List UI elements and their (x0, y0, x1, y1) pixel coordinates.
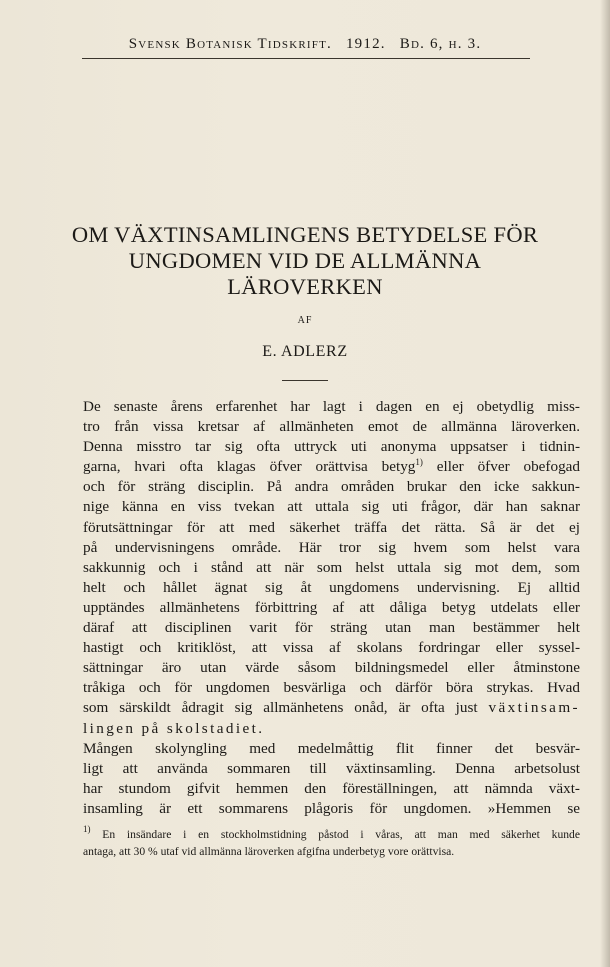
text-line: nige känna en viss tvekan att uttala sig uti frågor, där han saknar (83, 498, 580, 516)
journal-volume: Bd. 6, h. 3. (399, 36, 482, 52)
footnote-marker: 1) (83, 824, 91, 834)
text-line: sättningar äro utan värde såsom bildningsmedel eller åtminstone (83, 659, 580, 677)
emphasis: lingen på skolstadiet (83, 719, 259, 737)
text-line: Denna misstro tar sig ofta uttryck uti anonyma uppsatser i tidnin- (83, 438, 580, 456)
journal-name: Svensk Botanisk Tidskrift. (128, 36, 332, 52)
byline-af: AF (297, 315, 313, 326)
text-line: som särskildt ådragit sig allmänhetens onåd, är ofta just växtinsam- (83, 699, 580, 717)
title-line: UNGDOMEN VID DE ALLMÄNNA (128, 248, 482, 273)
emphasis: växtinsam- (488, 699, 580, 717)
article-title (60, 222, 550, 300)
footnote-ref: 1) (415, 457, 423, 468)
text-line: ligt att använda sommaren till växtinsamling. Denna arbetsolust (83, 759, 580, 777)
running-head (80, 36, 530, 53)
text-line: insamling är ett sommarens plågoris för ungdomen. »Hemmen se (83, 799, 580, 817)
text-line: tro från vissa kretsar af allmänheten emot de allmänna läroverken. (83, 418, 580, 436)
text-line: sakkunnig och i stånd att när som helst uttala sig mot dem, som (83, 558, 580, 576)
text-line: lingen på skolstadiet. (83, 719, 263, 737)
text-line: på undervisningens område. Här tror sig hvem som helst vara (83, 538, 580, 556)
title-line: LÄROVERKEN (227, 274, 383, 299)
text-line: förutsättningar för att med säkerhet träffa det rätta. Så är det ej (83, 518, 580, 536)
page-edge-shadow (600, 0, 610, 967)
footnote (83, 826, 580, 860)
author-name: E. ADLERZ (262, 343, 348, 360)
footnote-line: antaga, att 30 % utaf vid allmänna läroverken afgifna underbetyg vore orättvisa. (83, 845, 455, 858)
text-line: upptändes allmänhetens förbittring af att dåliga betyg utdelats eller (83, 598, 580, 616)
title-line: OM VÄXTINSAMLINGENS BETYDELSE FÖR (71, 222, 539, 247)
text-line: och för sträng disciplin. På andra områden brukar den icke sakkun- (83, 478, 580, 496)
text-line: har stundom gifvit hemmen den föreställningen, att nämnda växt- (83, 779, 580, 797)
footnote-line: $^{1)}$ En insändare i en stockholmstidning påstod i våras, att man med säkerhet kunde (83, 824, 580, 841)
text-line: Mången skolyngling med medelmåttig flit finner det besvär- (83, 739, 580, 757)
author-rule (282, 380, 328, 381)
journal-year: 1912. (345, 36, 386, 52)
body-text (83, 397, 580, 819)
text-line: tråkiga och för ungdomen besvärliga och därför böra strykas. Hvad (83, 679, 580, 697)
text-line: helt och hållet ägnat sig åt ungdomens undervisning. Ej alltid (83, 578, 580, 596)
text-line: De senaste årens erfarenhet har lagt i dagen en ej obetydlig miss- (83, 398, 580, 415)
header-rule (82, 58, 530, 59)
text-line: hastigt och kritiklöst, att vissa af skolans fordringar eller syssel- (83, 639, 580, 657)
text-line: garna, hvari ofta klagas öfver orättvisa betyg$^{1)}$ eller öfver obefogad (83, 457, 580, 476)
text-line: däraf att disciplinen varit för sträng utan man bestämmer helt (83, 619, 580, 637)
